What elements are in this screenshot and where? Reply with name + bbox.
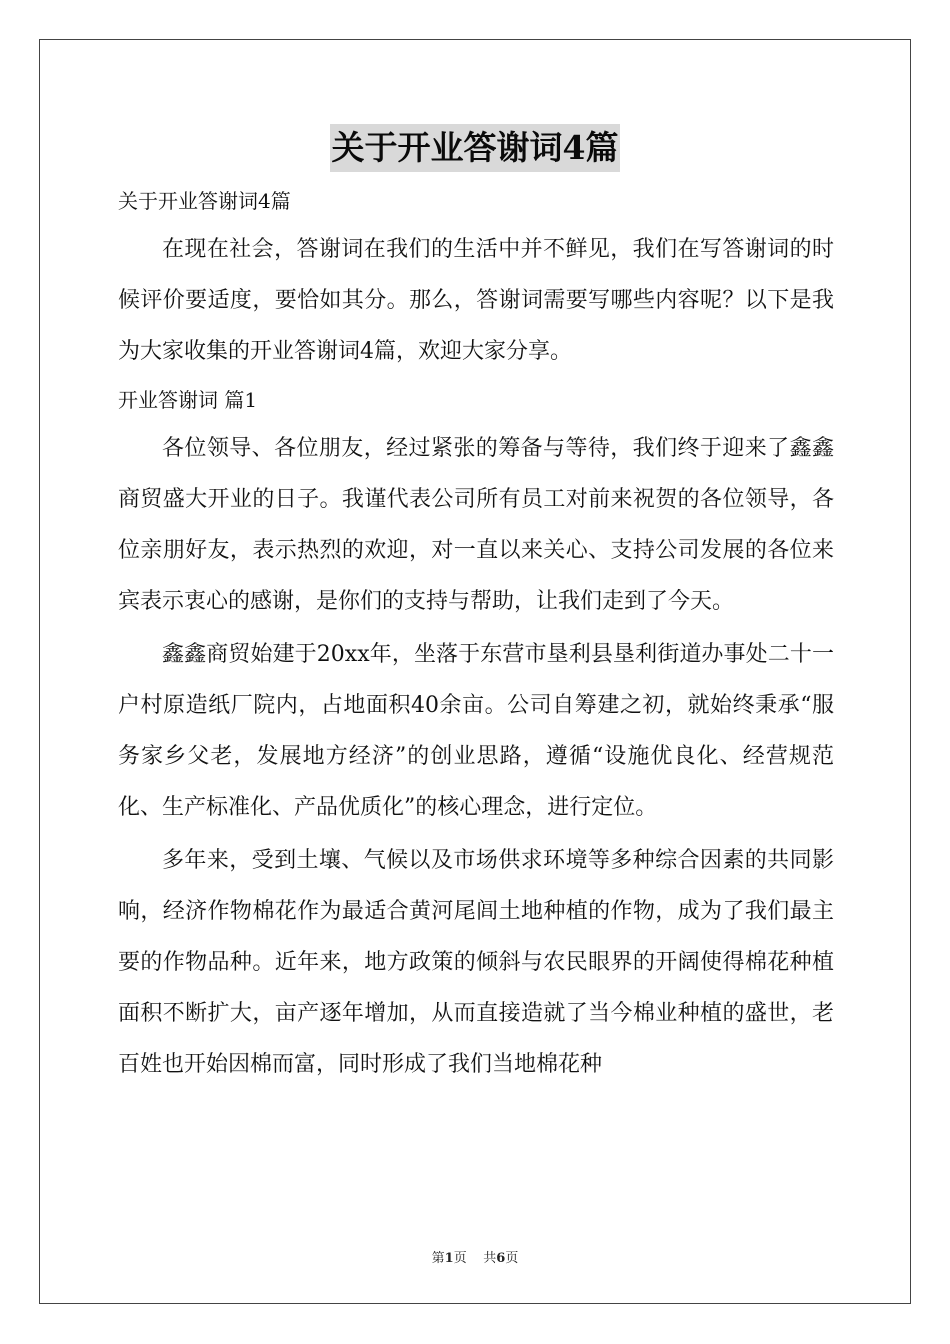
document-subtitle: 关于开业答谢词4篇 (118, 189, 291, 213)
document-body (118, 178, 834, 1090)
document-title: 关于开业答谢词4篇 (330, 124, 621, 172)
footer-total-prefix: 共 (483, 1251, 497, 1266)
body-paragraph-2: 鑫鑫商贸始建于20xx年，坐落于东营市垦利县垦利街道办事处二十一户村原造纸厂院内，占地面积40余亩。公司自筹建之初，就始终秉承“服务家乡父老，发展地方经济”的创业思路，遵循“设施优良化、经营规范化、生产标准化、产品优质化”的核心理念，进行定位。 (118, 642, 834, 820)
body-paragraph-1: 各位领导、各位朋友，经过紧张的筹备与等待，我们终于迎来了鑫鑫商贸盛大开业的日子。我谨代表公司所有员工对前来祝贺的各位领导，各位亲朋好友，表示热烈的欢迎，对一直以来关心、支持公司发展的各位来宾表示衷心的感谢，是你们的支持与帮助，让我们走到了今天。 (118, 436, 834, 614)
footer-page-current: 1 (444, 1251, 454, 1266)
footer-total-suffix: 页 (505, 1251, 519, 1266)
body-paragraph-3: 多年来，受到土壤、气候以及市场供求环境等多种综合因素的共同影响，经济作物棉花作为最适合黄河尾闾土地种植的作物，成为了我们最主要的作物品种。近年来，地方政策的倾斜与农民眼界的开阔使得棉花种植面积不断扩大，亩产逐年增加，从而直接造就了当今棉业种植的盛世，老百姓也开始因棉而富，同时形成了我们当地棉花种 (118, 848, 834, 1077)
footer-page-prefix: 第 (431, 1251, 445, 1266)
page-footer (0, 1247, 950, 1266)
footer-page-mid: 页 (453, 1251, 467, 1266)
section-heading: 开业答谢词 篇1 (118, 388, 258, 412)
footer-page-total: 6 (496, 1251, 506, 1266)
intro-paragraph: 在现在社会，答谢词在我们的生活中并不鲜见，我们在写答谢词的时候评价要适度，要恰如其分。那么，答谢词需要写哪些内容呢？以下是我为大家收集的开业答谢词4篇，欢迎大家分享。 (118, 237, 834, 364)
title-container (0, 124, 950, 172)
